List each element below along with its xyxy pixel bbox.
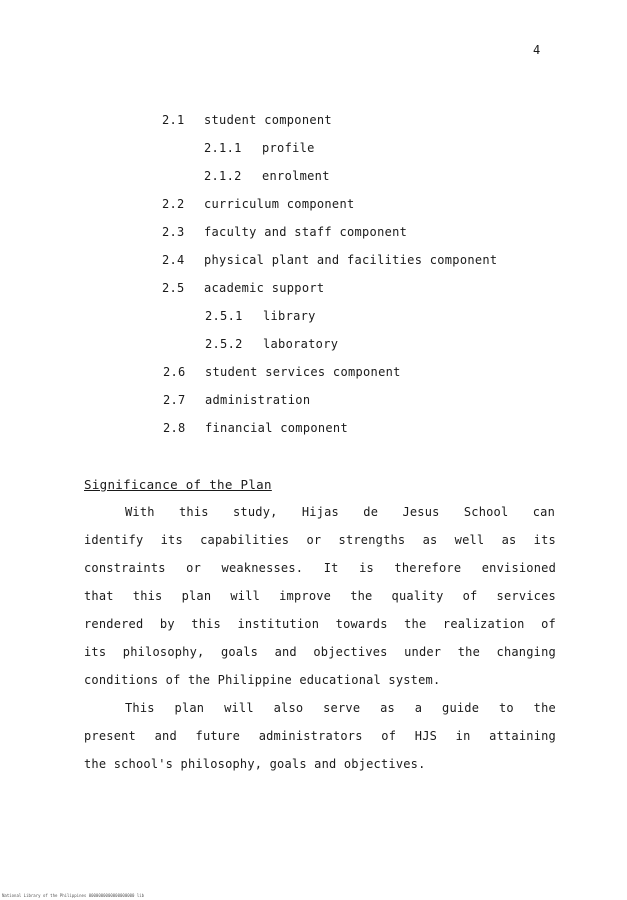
word: strengths: [338, 533, 406, 547]
word: institution: [237, 617, 320, 631]
toc-item: [163, 393, 310, 407]
toc-label: laboratory: [263, 337, 339, 351]
word: the: [350, 589, 373, 603]
word: philosophy,: [122, 645, 205, 659]
toc-item: [162, 197, 355, 211]
toc-item: [205, 309, 316, 323]
toc-number: 2.2: [162, 197, 185, 211]
word: its: [533, 533, 556, 547]
word: plan: [174, 701, 205, 715]
word: quality: [391, 589, 444, 603]
word: capabilities: [200, 533, 290, 547]
word: will: [224, 701, 254, 715]
word: a: [414, 701, 423, 715]
word: de: [363, 505, 379, 519]
word: also: [273, 701, 304, 715]
toc-number: 2.1.2: [204, 169, 242, 183]
toc-number: 2.1: [162, 113, 185, 127]
toc-number: 2.5.2: [205, 337, 243, 351]
word: of: [541, 617, 556, 631]
word: of: [381, 729, 397, 743]
toc-label: profile: [262, 141, 315, 155]
word: as: [380, 701, 395, 715]
word: It: [323, 561, 339, 575]
paragraph-line: [125, 701, 556, 715]
paragraph-line: [125, 505, 555, 519]
word: improve: [279, 589, 332, 603]
word: as: [422, 533, 438, 547]
toc-number: 2.6: [163, 365, 186, 379]
paragraph-line: [84, 589, 556, 603]
word: conditions of the Philippine educational system.: [84, 673, 441, 687]
word: constraints: [84, 561, 166, 575]
paragraph-line: [84, 561, 556, 575]
toc-label: student services component: [205, 365, 401, 379]
toc-number: 2.7: [163, 393, 186, 407]
paragraph-line: [84, 617, 556, 631]
toc-label: enrolment: [262, 169, 330, 183]
word: that: [84, 589, 114, 603]
toc-label: curriculum component: [204, 197, 355, 211]
paragraph-line: [84, 533, 556, 547]
word: realization: [442, 617, 525, 631]
word: envisioned: [481, 561, 556, 575]
toc-number: 2.5: [162, 281, 185, 295]
word: With: [125, 505, 155, 519]
word: identify: [84, 533, 144, 547]
toc-item: [163, 421, 348, 435]
paragraph-line: [84, 729, 556, 743]
word: the school's philosophy, goals and objectives.: [84, 757, 426, 771]
word: services: [496, 589, 556, 603]
word: this: [191, 617, 221, 631]
page-number: 4: [533, 43, 541, 57]
toc-item: [204, 169, 330, 183]
word: in: [455, 729, 471, 743]
word: the: [404, 617, 427, 631]
toc-label: academic support: [204, 281, 325, 295]
word: can: [532, 505, 555, 519]
toc-item: [204, 141, 315, 155]
word: present: [84, 729, 136, 743]
word: administrators: [258, 729, 363, 743]
word: and: [274, 645, 297, 659]
toc-label: library: [263, 309, 316, 323]
toc-number: 2.4: [162, 253, 185, 267]
word: the: [533, 701, 556, 715]
word: therefore: [394, 561, 462, 575]
word: its: [160, 533, 183, 547]
toc-number: 2.5.1: [205, 309, 243, 323]
toc-label: physical plant and facilities component: [204, 253, 498, 267]
word: objectives: [313, 645, 388, 659]
word: rendered: [84, 617, 144, 631]
word: changing: [496, 645, 556, 659]
word: its: [84, 645, 107, 659]
toc-label: student component: [204, 113, 332, 127]
word: this: [132, 589, 163, 603]
paragraph-line: [84, 645, 556, 659]
word: well: [454, 533, 485, 547]
toc-number: 2.8: [163, 421, 186, 435]
word: and: [154, 729, 177, 743]
toc-number: 2.1.1: [204, 141, 242, 155]
word: HJS: [414, 729, 438, 743]
word: serve: [323, 701, 361, 715]
word: is: [359, 561, 374, 575]
section-heading: Significance of the Plan: [84, 477, 272, 492]
toc-label: administration: [205, 393, 311, 407]
word: this: [179, 505, 209, 519]
word: by: [159, 617, 175, 631]
word: School: [463, 505, 509, 519]
toc-item: [162, 225, 407, 239]
word: Jesus: [402, 505, 440, 519]
toc-item: [162, 281, 324, 295]
word: study,: [233, 505, 278, 519]
toc-item: [162, 253, 497, 267]
word: plan: [181, 589, 212, 603]
paragraph-line: [84, 757, 426, 771]
word: future: [195, 729, 241, 743]
paragraph-line: [84, 673, 440, 687]
word: goals: [220, 645, 259, 659]
footer-watermark: National Library of the Philippines 0000000000000000000 lib: [2, 893, 145, 898]
word: under: [404, 645, 442, 659]
toc-item: [162, 113, 332, 127]
toc-label: faculty and staff component: [204, 225, 408, 239]
word: weaknesses.: [221, 561, 304, 575]
word: towards: [335, 617, 388, 631]
word: the: [457, 645, 481, 659]
word: will: [230, 589, 261, 603]
word: of: [462, 589, 478, 603]
word: or: [186, 561, 202, 575]
word: or: [306, 533, 322, 547]
word: This: [125, 701, 155, 715]
word: attaining: [489, 729, 556, 743]
toc-number: 2.3: [162, 225, 185, 239]
word: to: [498, 701, 514, 715]
toc-item: [163, 365, 401, 379]
word: Hijas: [301, 505, 339, 519]
toc-label: financial component: [205, 421, 348, 435]
word: as: [501, 533, 517, 547]
toc-item: [205, 337, 338, 351]
word: guide: [442, 701, 480, 715]
